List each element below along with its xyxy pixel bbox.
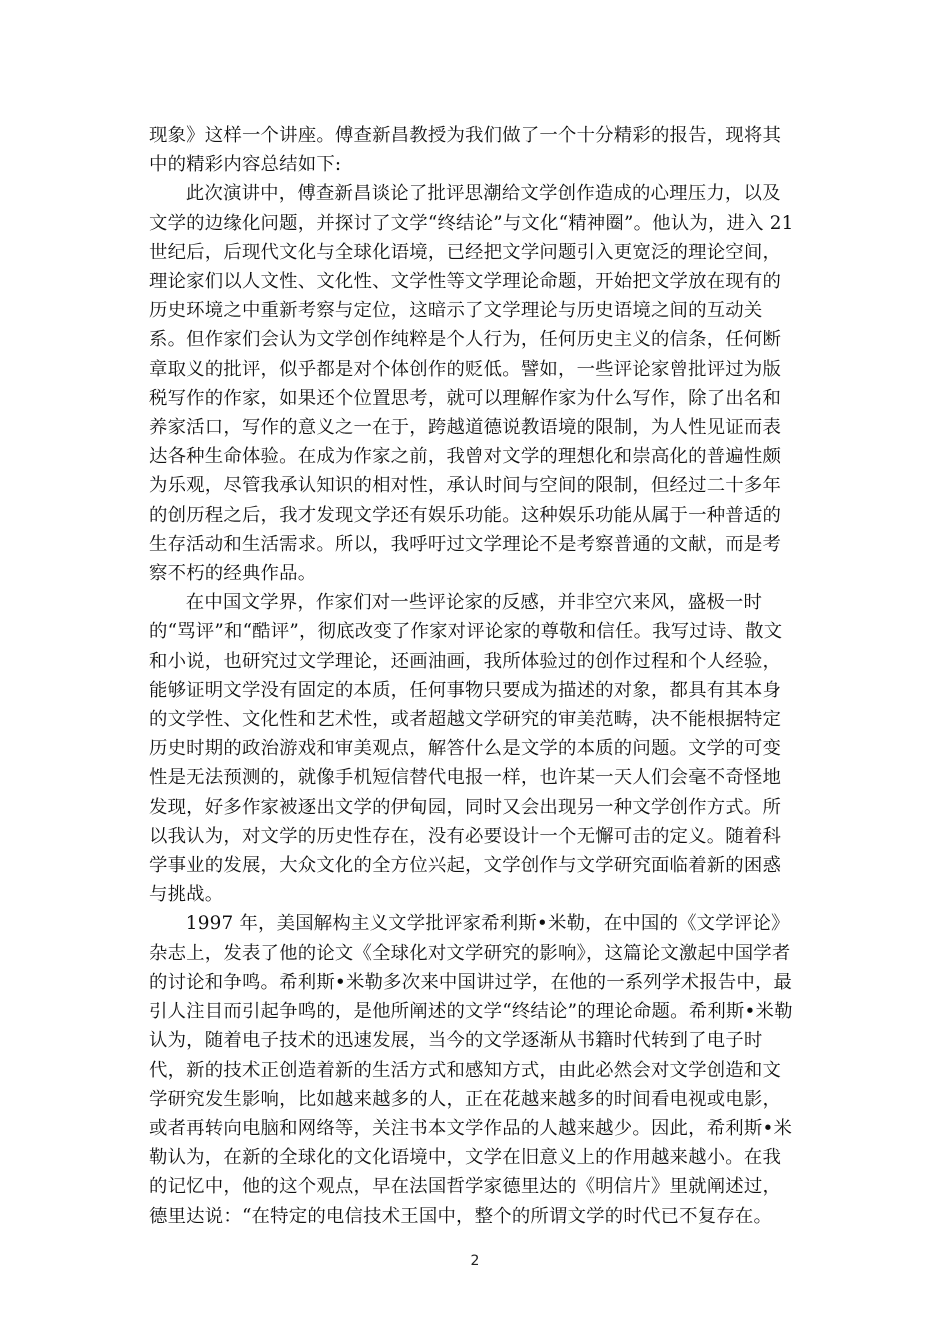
paragraph-lecture-summary: 此次演讲中，傅查新昌谈论了批评思潮给文学创作造成的心理压力，以及文学的边缘化问题，并探讨了文学“终结论”与文化“精神圈”。他认为，进入 21 世纪后，后现代文化与全球化语境，已经把文学问题引入更宽泛的理论空间，理论家们以人文性、文化性、文学性等文学理论命题，开始把文学放在现有的历史环境之中重新考察与定位，这暗示了文学理论与历史语境之间的互动关系。但作家们会认为文学创作纯粹是个人行为，任何历史主义的信条，任何断章取义的批评，似乎都是对个体创作的贬低。譬如，一些评论家曾批评过为版税写作的作家，如果还个位置思考，就可以理解作家为什么写作，除了出名和养家活口，写作的意义之一在于，跨越道德说教语境的限制，为人性见证而表达各种生命体验。在成为作家之前，我曾对文学的理想化和崇高化的普遍性颇为乐观，尽管我承认知识的相对性，承认时间与空间的限制，但经过二十多年的创历程之后，我才发现文学还有娱乐功能。这种娱乐功能从属于一种普适的生存活动和生活需求。所以，我呼吁过文学理论不是考察普通的文献，而是考察不朽的经典作品。 (149, 183, 794, 585)
paragraph-chinese-literary-circle: 在中国文学界，作家们对一些评论家的反感，并非空穴来风，盛极一时的“骂评”和“酷评”，彻底改变了作家对评论家的尊敬和信任。我写过诗、散文和小说，也研究过文学理论，还画油画，我所体验过的创作过程和个人经验，能够证明文学没有固定的本质，任何事物只要成为描述的对象，都具有其本身的文学性、文化性和艺术性，或者超越文学研究的审美范畴，决不能根据特定历史时期的政治游戏和审美观点，解答什么是文学的本质的问题。文学的可变性是无法预测的，就像手机短信替代电报一样，也许某一天人们会毫不奇怪地发现，好多作家被逐出文学的伊甸园，同时又会出现另一种文学创作方式。所以我认为，对文学的历史性存在，没有必要设计一个无懈可击的定义。随着科学事业的发展，大众文化的全方位兴起，文学创作与文学研究面临着新的困惑与挑战。 (149, 592, 783, 906)
paragraph-continuation: 现象》这样一个讲座。傅查新昌教授为我们做了一个十分精彩的报告，现将其中的精彩内容总结如下: (149, 125, 782, 176)
paragraph-miller-end-of-literature: 1997 年，美国解构主义文学批评家希利斯•米勒，在中国的《文学评论》杂志上，发表了他的论文《全球化对文学研究的影响》，这篇论文激起中国学者的讨论和争鸣。希利斯•米勒多次来中国讲过学，在他的一系列学术报告中，最引人注目而引起争鸣的，是他所阐述的文学“终结论”的理论命题。希利斯•米勒认为，随着电子技术的迅速发展，当今的文学逐渐从书籍时代转到了电子时代，新的技术正创造着新的生活方式和感知方式，由此必然会对文学创造和文学研究发生影响，比如越来越多的人，正在花越来越多的时间看电视或电影，或者再转向电脑和网络等，关注书本文学作品的人越来越少。因此，希利斯•米勒认为，在新的全球化的文化语境中，文学在旧意义上的作用越来越小。在我的记忆中，他的这个观点，早在法国哲学家德里达的《明信片》里就阐述过，德里达说：“在特定的电信技术王国中，整个的所谓文学的时代已不复存在。 (149, 913, 793, 1227)
body-text (149, 121, 799, 1231)
page-number: 2 (470, 1253, 480, 1269)
